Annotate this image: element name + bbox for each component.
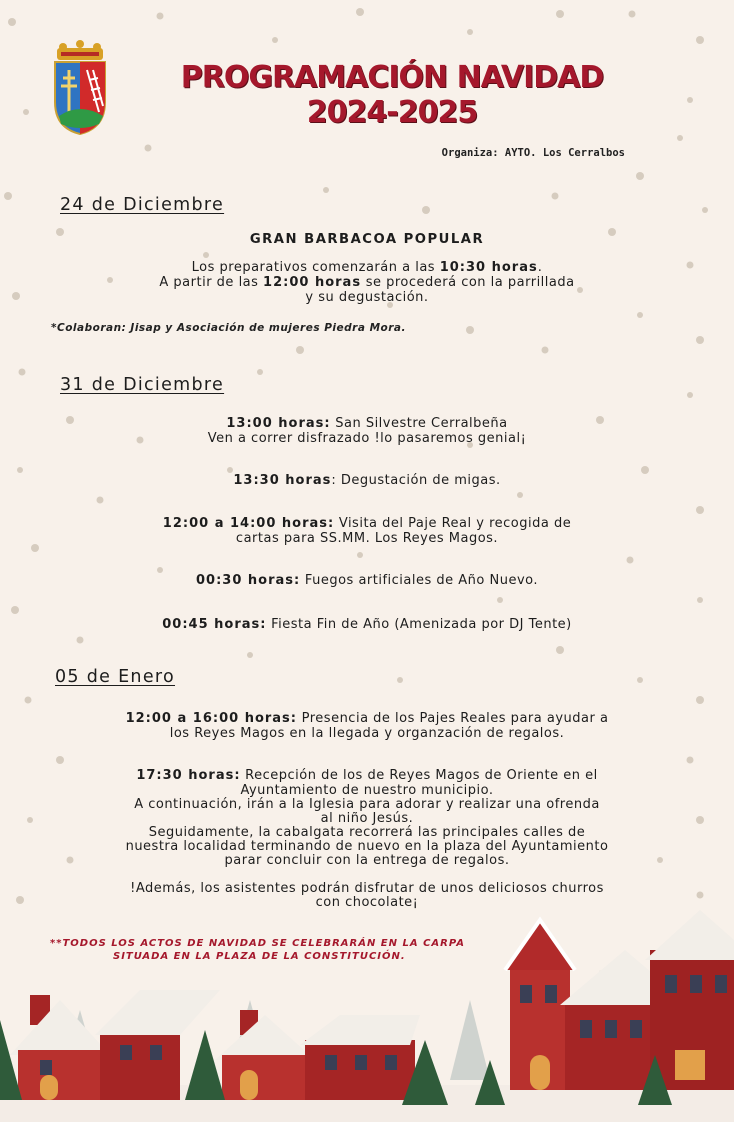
event-item: 12:00 a 14:00 horas: Visita del Paje Real y recogida de: [162, 516, 572, 531]
event-item-detail: Ayuntamiento de nuestro municipio.: [240, 783, 494, 798]
event-item: 13:00 horas: San Silvestre Cerralbeña: [226, 416, 508, 431]
event-title-barbacoa: GRAN BARBACOA POPULAR: [249, 232, 485, 247]
bbq-line-1: Los preparativos comenzarán a las 10:30 horas.: [191, 260, 543, 275]
event-item-detail: los Reyes Magos en la llegada y organzación de regalos.: [169, 726, 565, 741]
date-heading-05-january: 05 de Enero: [55, 667, 176, 687]
christmas-village-illustration: [0, 890, 734, 1122]
page-title: PROGRAMACIÓN NAVIDAD: [180, 60, 604, 95]
event-item: 00:45 horas: Fiesta Fin de Año (Amenizada por DJ Tente): [162, 617, 572, 632]
event-item-detail: Seguidamente, la cabalgata recorrerá las principales calles de: [148, 825, 586, 840]
churros-note-2: con chocolate¡: [315, 895, 419, 910]
event-item-detail: cartas para SS.MM. Los Reyes Magos.: [235, 531, 499, 546]
event-item: 17:30 horas: Recepción de los de Reyes Magos de Oriente en el: [136, 768, 598, 783]
house-right: [505, 910, 734, 1090]
event-item: 13:30 horas: Degustación de migas.: [233, 473, 501, 488]
page-title-years: 2024-2025: [306, 95, 478, 130]
event-item-detail: al niño Jesús.: [320, 811, 414, 826]
organizer-label: Organiza: AYTO. Los Cerralbos: [441, 147, 625, 159]
event-item-detail: parar concluir con la entrega de regalos.: [224, 853, 510, 868]
coat-of-arms-icon: [51, 40, 109, 136]
bbq-line-3: y su degustación.: [305, 290, 429, 305]
date-heading-24-december: 24 de Diciembre: [60, 195, 225, 215]
date-heading-31-december: 31 de Diciembre: [60, 375, 225, 395]
collaborators-note: *Colaboran: Jisap y Asociación de mujeres Piedra Mora.: [51, 322, 406, 334]
bbq-line-2: A partir de las 12:00 horas se procederá con la parrillada: [159, 275, 575, 290]
house-middle: [215, 1010, 420, 1100]
event-item-detail: Ven a correr disfrazado !lo pasaremos genial¡: [207, 431, 527, 446]
event-item: 00:30 horas: Fuegos artificiales de Año Nuevo.: [195, 573, 539, 588]
event-item-detail: nuestra localidad terminando de nuevo en la plaza del Ayuntamiento: [125, 839, 609, 854]
event-item: 12:00 a 16:00 horas: Presencia de los Pajes Reales para ayudar a: [125, 711, 609, 726]
location-footnote: **TODOS LOS ACTOS DE NAVIDAD SE CELEBRARÁN EN LA CARPA SITUADA EN LA PLAZA DE LA CONSTITUCIÓN.: [50, 938, 466, 962]
house-left: [10, 990, 220, 1100]
event-item-detail: A continuación, irán a la Iglesia para adorar y realizar una ofrenda: [134, 797, 600, 812]
churros-note: !Además, los asistentes podrán disfrutar de unos deliciosos churros: [130, 881, 604, 896]
